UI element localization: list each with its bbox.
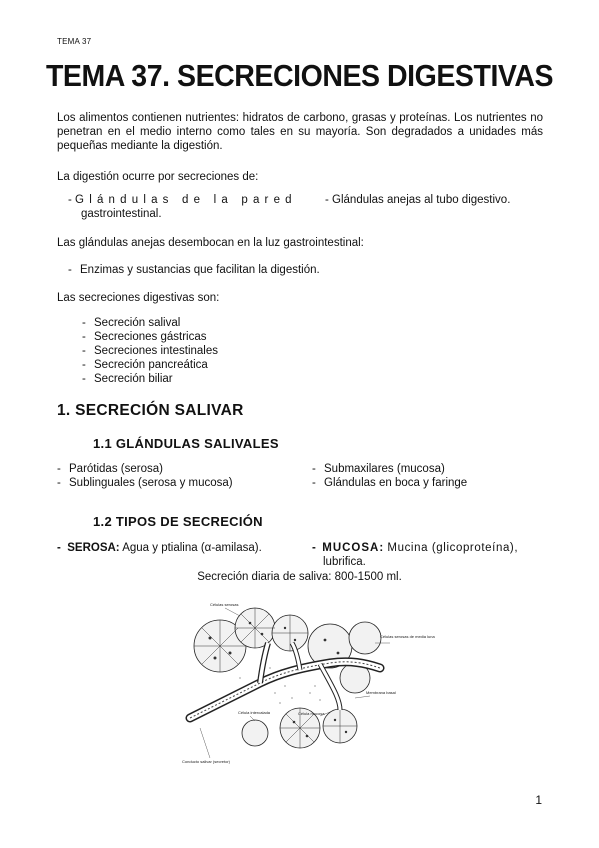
digestion-line: La digestión ocurre por secreciones de:: [57, 171, 259, 183]
list-item: - Glándulas en boca y faringe: [312, 477, 468, 489]
serosa-text: Agua y ptialina (α-amilasa).: [122, 542, 262, 554]
label-basal-membrane: Membrana basal: [366, 690, 396, 695]
label-serous-cells: Células serosas: [210, 602, 239, 607]
list-item: - Secreción pancreática: [82, 359, 208, 371]
section-heading-1-1: 1.1 GLÁNDULAS SALIVALES: [93, 436, 279, 451]
label-intercalated-cell: Célula intercalada: [238, 710, 271, 715]
list-item: - Secreciones gástricas: [82, 331, 207, 343]
serosa-label: SEROSA:: [67, 542, 120, 554]
page-title: TEMA 37. SECRECIONES DIGESTIVAS: [45, 58, 554, 93]
list-item: - Sublinguales (serosa y mucosa): [57, 477, 233, 489]
running-header: TEMA 37: [57, 37, 92, 46]
glands-left-list: [57, 462, 233, 490]
list-item: - Submaxilares (mucosa): [312, 463, 445, 475]
dash: -: [68, 194, 72, 206]
secretions-intro: Las secreciones digestivas son:: [57, 292, 220, 304]
intercalated-section: [242, 720, 268, 746]
label-salivary-duct: Conducto salivar (secretor): [182, 759, 231, 764]
section-heading-1: 1. SECRECIÓN SALIVAR: [57, 402, 244, 419]
list-item: - Parótidas (serosa): [57, 463, 163, 475]
anejas-item-text: Enzimas y sustancias que facilitan la digestión.: [80, 264, 320, 276]
anejas-line: Las glándulas anejas desembocan en la luz gastrointestinal:: [57, 237, 364, 249]
page-number: 1: [535, 793, 542, 807]
label-serous-demilune: Células serosas de media luna: [380, 634, 435, 639]
list-item: - Secreciones intestinales: [82, 345, 219, 357]
source-annex-glands: - Glándulas anejas al tubo digestivo.: [325, 194, 511, 206]
daily-saliva-line: Secreción diaria de saliva: 800-1500 ml.: [197, 571, 402, 583]
mucosa-label: MUCOSA:: [322, 542, 385, 554]
demilune-acinus: [349, 622, 381, 654]
salivary-gland-figure: [180, 598, 435, 773]
anejas-item: - Enzimas y sustancias que facilitan la digestión.: [68, 264, 320, 276]
mucosa-text-cont: lubrifica.: [323, 556, 366, 568]
section-heading-1-2: 1.2 TIPOS DE SECRECIÓN: [93, 514, 263, 529]
intro-paragraph: Los alimentos contienen nutrientes: hidratos de carbono, grasas y proteínas. Los nutrientes no penetran en el medio interno como tales en su mayoría. Son degradados a unidades más pequeñas mediante la digestión.: [57, 112, 543, 152]
source-wall-glands: [68, 193, 297, 207]
secretions-list: [82, 316, 218, 386]
list-item: - Secreción biliar: [82, 373, 173, 385]
glands-right-list: [312, 462, 467, 490]
label-mucous-cell: Célula mucosa: [298, 711, 325, 716]
source-wall-cont: gastrointestinal.: [81, 208, 162, 220]
mucosa-text: Mucina (glicoproteína),: [387, 542, 519, 554]
list-item: - Secreción salival: [82, 317, 181, 329]
source-wall-label: Glándulas de la pared: [75, 194, 297, 206]
mucosa-item: - MUCOSA: Mucina (glicoproteína),: [312, 542, 519, 554]
serosa-item: - SEROSA: Agua y ptialina (α-amilasa).: [57, 542, 262, 554]
